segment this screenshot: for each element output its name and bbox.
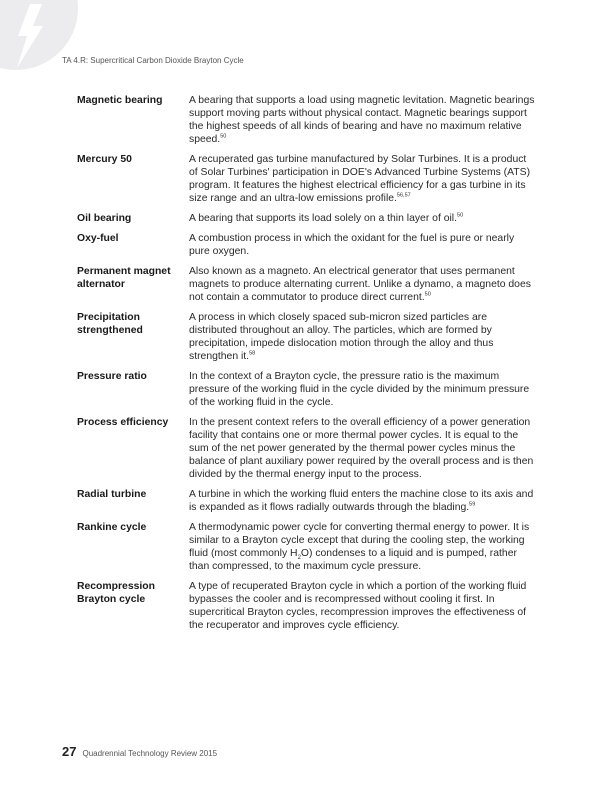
glossary-entry xyxy=(77,94,537,146)
running-header: TA 4.R: Supercritical Carbon Dioxide Brayton Cycle xyxy=(62,56,244,65)
glossary-entry xyxy=(77,416,537,481)
definition-text-cont: O) condenses to a liquid and is pumped, rather than compressed, to the maximum cycle pressure. xyxy=(189,548,517,572)
definition-text: A bearing that supports its load solely on a thin layer of oil. xyxy=(189,213,458,224)
glossary-definition xyxy=(189,265,537,304)
definition-text: In the context of a Brayton cycle, the pressure ratio is the maximum pressure of the working fluid in the cycle divided by the minimum pressure of the working fluid in the cycle. xyxy=(189,371,530,408)
reference-number: 50 xyxy=(220,133,227,140)
glossary-term: Recompression Brayton cycle xyxy=(77,581,155,605)
glossary-term: Rankine cycle xyxy=(77,522,147,533)
glossary-definition xyxy=(189,416,537,481)
glossary-entry xyxy=(77,232,537,258)
glossary-term: Pressure ratio xyxy=(77,371,147,382)
lightning-bolt-icon xyxy=(0,0,80,80)
definition-text: A thermodynamic power cycle for converting thermal energy to power. It is similar to a Brayton cycle except that during the cooling step, the working fluid (most commonly H xyxy=(189,522,530,559)
subscript-2: 2 xyxy=(297,555,301,562)
glossary-entry xyxy=(77,311,537,363)
glossary-definition xyxy=(189,370,537,409)
definition-text: Also known as a magneto. An electrical generator that uses permanent magnets to produce alternating current. Unlike a dynamo, a magneto does not contain a commutator to produce direct current. xyxy=(189,266,531,303)
reference-number: 58 xyxy=(249,350,256,357)
glossary-definition xyxy=(189,521,537,573)
glossary-definition xyxy=(189,153,537,205)
definition-text: A type of recuperated Brayton cycle in which a portion of the working fluid bypasses the cooler and is recompressed without cooling it first. In supercritical Brayton cycles, recompression improves the effectiveness of the recuperator and improves cycle efficiency. xyxy=(189,581,527,631)
glossary-definition xyxy=(189,580,537,632)
footer-title: Quadrennial Technology Review 2015 xyxy=(82,749,218,758)
definition-text: A process in which closely spaced sub-micron sized particles are distributed throughout an alloy. The particles, which are formed by precipitation, impede dislocation motion through the alloy and thus strengthen it. xyxy=(189,312,494,362)
page-number: 27 xyxy=(62,744,77,759)
glossary-definition xyxy=(189,212,537,225)
glossary-term: Oil bearing xyxy=(77,213,132,224)
glossary-term: Magnetic bearing xyxy=(77,95,163,106)
glossary-term: Permanent magnet alternator xyxy=(77,266,171,290)
definition-text: In the present context refers to the overall efficiency of a power generation facility that contains one or more thermal power cycles. It is equal to the sum of the net power generated by the thermal power cycles minus the balance of plant auxiliary power required by the overall process and is then divided by the thermal energy input to the process. xyxy=(189,417,534,480)
definition-text: A recuperated gas turbine manufactured by Solar Turbines. It is a product of Solar Turbines' participation in DOE's Advanced Turbine Systems (ATS) program. It features the highest electrical efficiency for a gas turbine in its size range and an ultra-low emissions profile. xyxy=(189,154,531,204)
glossary-term: Process efficiency xyxy=(77,417,169,428)
glossary-definition xyxy=(189,94,537,146)
glossary-term: Oxy-fuel xyxy=(77,233,119,244)
glossary-entry xyxy=(77,580,537,632)
glossary-entry xyxy=(77,488,537,514)
definition-text: A bearing that supports a load using magnetic levitation. Magnetic bearings support moving parts without physical contact. Magnetic bearings support the highest speeds of all kinds of bearing and have no maximum relative speed. xyxy=(189,95,535,145)
glossary-entry xyxy=(77,370,537,409)
glossary-term: Precipitation strengthened xyxy=(77,312,143,336)
definition-text: A combustion process in which the oxidant for the fuel is pure or nearly pure oxygen. xyxy=(189,233,515,257)
reference-number: 50 xyxy=(457,212,464,219)
page-footer xyxy=(62,744,217,759)
reference-number: 50 xyxy=(424,291,431,298)
glossary-entry xyxy=(77,153,537,205)
glossary-definition xyxy=(189,311,537,363)
glossary-entry xyxy=(77,265,537,304)
glossary-entry xyxy=(77,521,537,573)
reference-number: 59 xyxy=(469,501,476,508)
glossary-definition xyxy=(189,488,537,514)
definition-text: A turbine in which the working fluid enters the machine close to its axis and is expanded as it flows radially outwards through the blading. xyxy=(189,489,534,513)
reference-number: 56,57 xyxy=(396,192,411,199)
glossary-term: Mercury 50 xyxy=(77,154,132,165)
glossary-term: Radial turbine xyxy=(77,489,147,500)
glossary-definition xyxy=(189,232,537,258)
glossary-list xyxy=(77,94,537,639)
glossary-entry xyxy=(77,212,537,225)
